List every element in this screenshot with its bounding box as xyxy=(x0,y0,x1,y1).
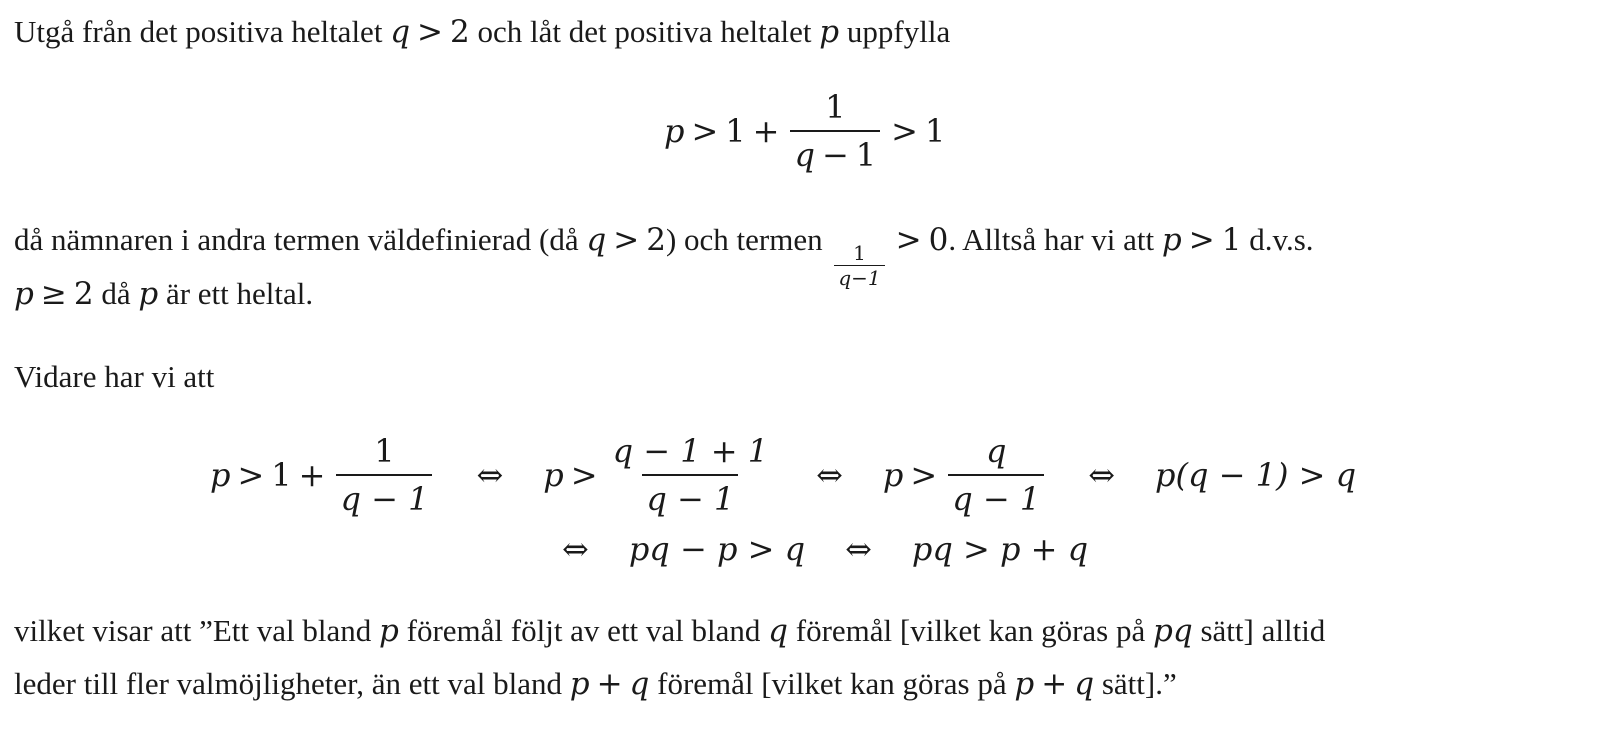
math-gt: > xyxy=(237,456,265,494)
math-p: p xyxy=(1014,666,1035,702)
text: är ett heltal. xyxy=(158,276,314,311)
math-q: q xyxy=(390,14,411,50)
math-q: q xyxy=(1074,666,1095,702)
math-1: 1 xyxy=(1221,222,1242,258)
math-gt: > xyxy=(613,222,640,258)
math-plus: + xyxy=(1041,666,1068,702)
text: sätt] alltid xyxy=(1192,613,1326,648)
fraction-numerator: 1 xyxy=(825,88,846,126)
paragraph-intro xyxy=(14,12,950,52)
math-q: q xyxy=(794,136,815,174)
fraction-denominator: q − 1 xyxy=(948,474,1044,518)
text: och låt det positiva heltalet xyxy=(469,14,820,49)
math-expression: p(q − 1) > q xyxy=(1155,456,1357,494)
math-p: p xyxy=(819,14,840,50)
math-p: p xyxy=(210,456,231,494)
math-q: q xyxy=(586,222,607,258)
fraction xyxy=(790,88,880,174)
math-geq: ≥ xyxy=(40,276,67,312)
paragraph-3 xyxy=(14,274,313,314)
display-equation-3 xyxy=(562,530,1088,568)
text: Utgå från det positiva heltalet xyxy=(14,14,391,49)
iff-symbol: ⇔ xyxy=(816,456,843,494)
iff-symbol: ⇔ xyxy=(562,530,589,568)
math-q: q xyxy=(768,613,789,649)
math-plus: + xyxy=(298,456,326,494)
text: då nämnaren i andra termen väldefinierad (då xyxy=(14,222,587,257)
math-gt: > xyxy=(417,14,444,50)
display-equation-1 xyxy=(664,88,945,174)
iff-symbol: ⇔ xyxy=(476,456,504,494)
iff-symbol: ⇔ xyxy=(845,530,872,568)
math-p: p xyxy=(1161,222,1182,258)
display-equation-2 xyxy=(210,432,1356,518)
math-0: 0 xyxy=(928,222,949,258)
math-gt: > xyxy=(891,112,918,150)
fraction xyxy=(948,432,1044,518)
fraction-numerator: q xyxy=(985,432,1007,470)
text: d.v.s. xyxy=(1241,222,1314,257)
math-1: 1 xyxy=(725,112,746,150)
math-p: p xyxy=(569,666,590,702)
math-gt: > xyxy=(691,112,719,150)
math-1: 1 xyxy=(924,112,946,150)
fraction xyxy=(336,432,432,518)
text: leder till fler valmöjligheter, än ett val bland xyxy=(14,666,570,701)
text: . Alltså har vi att xyxy=(948,222,1162,257)
paragraph-6 xyxy=(14,664,1177,704)
math-minus: − xyxy=(821,136,849,174)
text: vilket visar att ”Ett val bland xyxy=(14,613,380,648)
fraction-numerator: q − 1 + 1 xyxy=(612,432,769,470)
math-expression: pq − p > q xyxy=(628,530,806,568)
fraction-numerator: 1 xyxy=(853,241,866,265)
text: sätt].” xyxy=(1094,666,1177,701)
math-p: p xyxy=(14,276,34,312)
math-gt: > xyxy=(910,456,938,494)
text: då xyxy=(93,276,139,311)
text: föremål följt av ett val bland xyxy=(398,613,769,648)
math-expression: pq > p + q xyxy=(911,530,1089,568)
math-plus: + xyxy=(752,112,780,150)
paragraph-4: Vidare har vi att xyxy=(14,359,215,394)
math-p: p xyxy=(138,276,159,312)
math-2: 2 xyxy=(73,276,94,312)
math-p: p xyxy=(882,456,904,494)
inline-fraction xyxy=(834,242,884,289)
math-q: q xyxy=(629,666,650,702)
math-1: 1 xyxy=(855,136,877,174)
fraction-denominator: q − 1 xyxy=(336,474,432,518)
fraction-denominator: q−1 xyxy=(834,265,884,289)
math-pq: pq xyxy=(1153,613,1193,649)
math-gt: > xyxy=(570,456,598,494)
text: uppfylla xyxy=(839,14,951,49)
fraction-numerator: 1 xyxy=(374,432,395,470)
fraction xyxy=(609,432,773,518)
fraction-denominator: q − 1 xyxy=(642,474,738,518)
math-plus: + xyxy=(596,666,623,702)
text: föremål [vilket kan göras på xyxy=(649,666,1015,701)
math-p: p xyxy=(543,456,564,494)
iff-symbol: ⇔ xyxy=(1088,456,1116,494)
math-p: p xyxy=(664,112,685,150)
math-gt: > xyxy=(895,222,922,258)
math-p: p xyxy=(379,613,399,649)
math-1: 1 xyxy=(271,456,292,494)
paragraph-5 xyxy=(14,611,1325,651)
text: ) och termen xyxy=(665,222,831,257)
math-gt: > xyxy=(1188,222,1215,258)
fraction-denominator xyxy=(790,130,880,174)
math-2: 2 xyxy=(450,14,470,50)
math-2: 2 xyxy=(646,222,666,258)
text: föremål [vilket kan göras på xyxy=(788,613,1154,648)
